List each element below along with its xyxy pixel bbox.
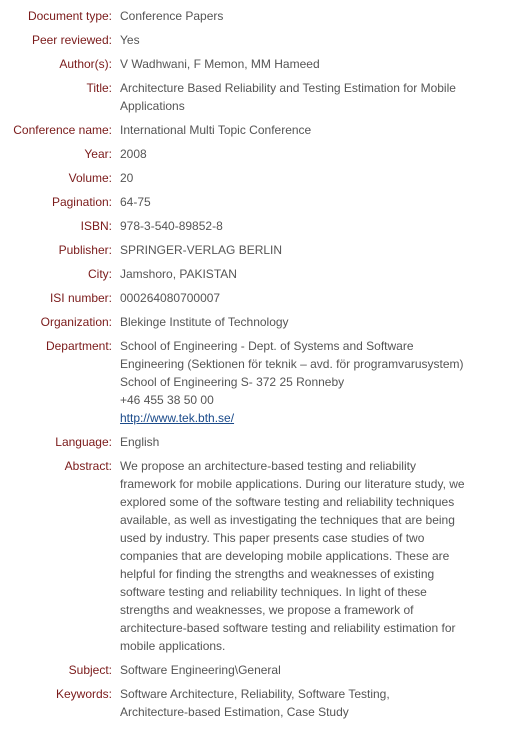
- row-publisher: [0, 241, 515, 265]
- publisher-value: SPRINGER-VERLAG BERLIN: [120, 243, 283, 257]
- row-peer-reviewed: [0, 31, 515, 55]
- abstract-label: Abstract:: [64, 459, 112, 473]
- abstract-line: used by industry. This paper presents case studies of two: [120, 531, 425, 545]
- row-isbn: [0, 217, 515, 241]
- keywords-line: Software Architecture, Reliability, Software Testing,: [120, 687, 390, 701]
- row-volume: [0, 169, 515, 193]
- title-label: Title:: [86, 81, 112, 95]
- department-line: School of Engineering S- 372 25 Ronneby: [120, 375, 345, 389]
- title-line: Architecture Based Reliability and Testing Estimation for Mobile: [120, 81, 456, 95]
- row-isi-number: [0, 289, 515, 313]
- pagination-label: Pagination:: [51, 195, 112, 209]
- keywords-label: Keywords:: [55, 687, 112, 701]
- abstract-line: available, as well as investigating the techniques that are being: [120, 513, 455, 527]
- row-title: [0, 79, 515, 121]
- conference-name-label: Conference name:: [13, 123, 112, 137]
- volume-label: Volume:: [68, 171, 112, 185]
- abstract-line: companies that are developing mobile applications. These are: [120, 549, 450, 563]
- abstract-line: explored some of the software testing and reliability techniques: [120, 495, 455, 509]
- department-line: School of Engineering - Dept. of Systems and Software: [120, 339, 414, 353]
- organization-label: Organization:: [40, 315, 112, 329]
- isbn-value: 978-3-540-89852-8: [120, 219, 223, 233]
- row-subject: [0, 661, 515, 685]
- abstract-line: architecture-based software testing and reliability estimation for: [120, 621, 456, 635]
- isbn-label: ISBN:: [80, 219, 112, 233]
- row-keywords: [0, 685, 515, 727]
- language-value: English: [120, 435, 160, 449]
- abstract-line: mobile applications.: [120, 639, 226, 653]
- year-value: 2008: [120, 147, 147, 161]
- row-conference-name: [0, 121, 515, 145]
- abstract-line: strengths and weaknesses, we propose a framework of: [120, 603, 414, 617]
- record-table: [0, 7, 515, 727]
- row-authors: [0, 55, 515, 79]
- row-year: [0, 145, 515, 169]
- title-value: [120, 79, 515, 121]
- year-label: Year:: [84, 147, 112, 161]
- pagination-value: 64-75: [120, 195, 151, 209]
- peer-reviewed-value: Yes: [120, 33, 140, 47]
- department-line: +46 455 38 50 00: [120, 393, 214, 407]
- abstract-line: framework for mobile applications. During our literature study, we: [120, 477, 465, 491]
- row-document-type: [0, 7, 515, 31]
- department-value: [120, 337, 515, 433]
- publisher-label: Publisher:: [58, 243, 112, 257]
- document-type-label: Document type:: [27, 9, 112, 23]
- city-value: Jamshoro, PAKISTAN: [120, 267, 237, 281]
- peer-reviewed-label: Peer reviewed:: [31, 33, 112, 47]
- subject-label: Subject:: [68, 663, 112, 677]
- title-line: Applications: [120, 99, 185, 113]
- organization-value: Blekinge Institute of Technology: [120, 315, 289, 329]
- row-pagination: [0, 193, 515, 217]
- language-label: Language:: [55, 435, 112, 449]
- abstract-line: software testing and reliability techniques. In light of these: [120, 585, 427, 599]
- department-label: Department:: [45, 339, 112, 353]
- subject-value: Software Engineering\General: [120, 663, 281, 677]
- row-department: [0, 337, 515, 433]
- abstract-line: We propose an architecture-based testing and reliability: [120, 459, 416, 473]
- keywords-value: [120, 685, 515, 727]
- authors-label: Author(s):: [59, 57, 112, 71]
- authors-value: V Wadhwani, F Memon, MM Hameed: [120, 57, 320, 71]
- isi-number-value: 000264080700007: [120, 291, 221, 305]
- abstract-line: helpful for finding the strengths and weaknesses of existing: [120, 567, 435, 581]
- row-city: [0, 265, 515, 289]
- isi-number-label: ISI number:: [49, 291, 112, 305]
- department-website-link[interactable]: http://www.tek.bth.se/: [120, 411, 235, 425]
- keywords-line: Architecture-based Estimation, Case Study: [120, 705, 349, 719]
- row-language: [0, 433, 515, 457]
- row-abstract: [0, 457, 515, 661]
- city-label: City:: [88, 267, 112, 281]
- department-line: Engineering (Sektionen för teknik – avd. för programvarusystem): [120, 357, 464, 371]
- volume-value: 20: [120, 171, 134, 185]
- row-organization: [0, 313, 515, 337]
- abstract-value: [120, 457, 515, 661]
- conference-name-value: International Multi Topic Conference: [120, 123, 312, 137]
- document-type-value: Conference Papers: [120, 9, 224, 23]
